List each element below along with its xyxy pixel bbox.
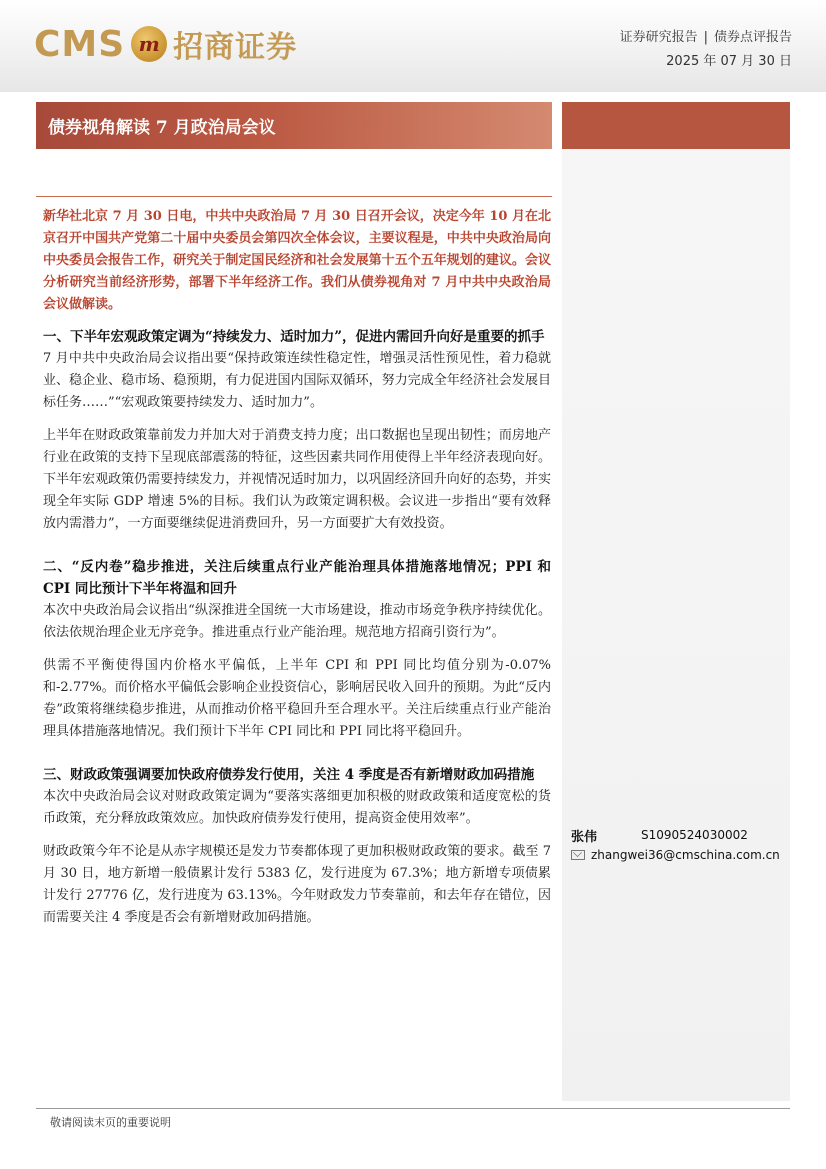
footer-note: 敬请阅读末页的重要说明 xyxy=(50,1116,171,1129)
section-2-heading: 二、“反内卷”稳步推进，关注后续重点行业产能治理具体措施落地情况；PPI 和 CPI 同比预计下半年将温和回升 xyxy=(43,559,551,597)
section-3-paragraph-2: 财政政策今年不论是从赤字规模还是发力节奏都体现了更加积极财政政策的要求。截至 7 月 30 日，地方新增一般债累计发行 5383 亿，发行进度为 67.3%；地方新增专项债累计发行 27776 亿，发行进度为 63.13%。今年财政发力节奏靠前，和去年存在错位，因而需要关注 4 季度是否会有新增财政加码措施。 xyxy=(43,844,551,925)
section-1-paragraph-1: 7 月中共中央政治局会议指出要“保持政策连续性稳定性，增强灵活性预见性，着力稳就业、稳企业、稳市场、稳预期，有力促进国内国际双循环，努力完成全年经济社会发展目标任务……”“宏观政策要持续发力、适时加力”。 xyxy=(43,351,551,410)
footer-divider xyxy=(36,1108,790,1109)
logo-chinese: 招商证券 xyxy=(173,30,298,65)
section-3-heading: 三、财政政策强调要加快政府债券发行使用，关注 4 季度是否有新增财政加码措施 xyxy=(43,767,535,783)
section-2-paragraph-1: 本次中央政治局会议指出“纵深推进全国统一大市场建设，推动市场竞争秩序持续优化。依法依规治理企业无序竞争。推进重点行业产能治理。规范地方招商引资行为”。 xyxy=(43,603,551,640)
logo-emblem-icon: m xyxy=(131,26,167,62)
report-type xyxy=(620,26,792,45)
report-category: 证券研究报告 xyxy=(619,30,698,45)
analyst-card xyxy=(571,825,791,865)
section-1-paragraph-2: 上半年在财政政策靠前发力并加大对于消费支持力度；出口数据也呈现出韧性；而房地产行业在政策的支持下呈现底部震荡的特征，这些因素共同作用使得上半年经济表现向好。下半年宏观政策仍需要持续发力，并视情况适时加力，以巩固经济回升向好的态势，并实现全年实际 GDP 增速 5%的目标。我们认为政策定调积极。会议进一步指出“要有效释放内需潜力”，一方面要继续促进消费回升，另一方面要扩大有效投资。 xyxy=(43,428,551,531)
analyst-name: 张伟 xyxy=(571,829,598,845)
section-3-paragraph-1: 本次中央政治局会议对财政政策定调为“要落实落细更加积极的财政政策和适度宽松的货币政策，充分释放政策效应。加快政府债券发行使用，提高资金使用效率”。 xyxy=(43,789,551,826)
logo-latin: CMS xyxy=(34,23,126,65)
report-subtype: 债券点评报告 xyxy=(713,30,792,45)
side-bar-header xyxy=(562,102,790,149)
analyst-email[interactable]: zhangwei36@cmschina.com.cn xyxy=(591,848,780,862)
main-content xyxy=(43,196,551,929)
section-1-heading: 一、下半年宏观政策定调为“持续发力、适时加力”，促进内需回升向好是重要的抓手 xyxy=(43,329,545,345)
report-separator: | xyxy=(703,30,708,45)
mail-icon xyxy=(571,850,585,860)
title-bar xyxy=(36,102,552,149)
side-panel xyxy=(562,149,790,1101)
page-title: 债券视角解读 7 月政治局会议 xyxy=(48,118,276,138)
lead-paragraph: 新华社北京 7 月 30 日电，中共中央政治局 7 月 30 日召开会议，决定今年 10 月在北京召开中国共产党第二十届中央委员会第四次全体会议，主要议程是，中共中央政治局向中央委员会报告工作，研究关于制定国民经济和社会发展第十五个五年规划的建议。会议分析研究当前经济形势，部署下半年经济工作。我们从债券视角对 7 月中共中央政治局会议做解读。 xyxy=(43,209,551,312)
section-2-paragraph-2: 供需不平衡使得国内价格水平偏低，上半年 CPI 和 PPI 同比均值分别为-0.07%和-2.77%。而价格水平偏低会影响企业投资信心，影响居民收入回升的预期。为此“反内卷”政策将继续稳步推进，从而推动价格平稳回升至合理水平。关注后续重点行业产能治理具体措施落地情况。我们预计下半年 CPI 同比和 PPI 同比将平稳回升。 xyxy=(43,658,551,739)
analyst-cert-id: S1090524030002 xyxy=(641,828,748,842)
company-logo xyxy=(34,22,297,66)
report-date: 2025 年 07 月 30 日 xyxy=(666,54,792,69)
